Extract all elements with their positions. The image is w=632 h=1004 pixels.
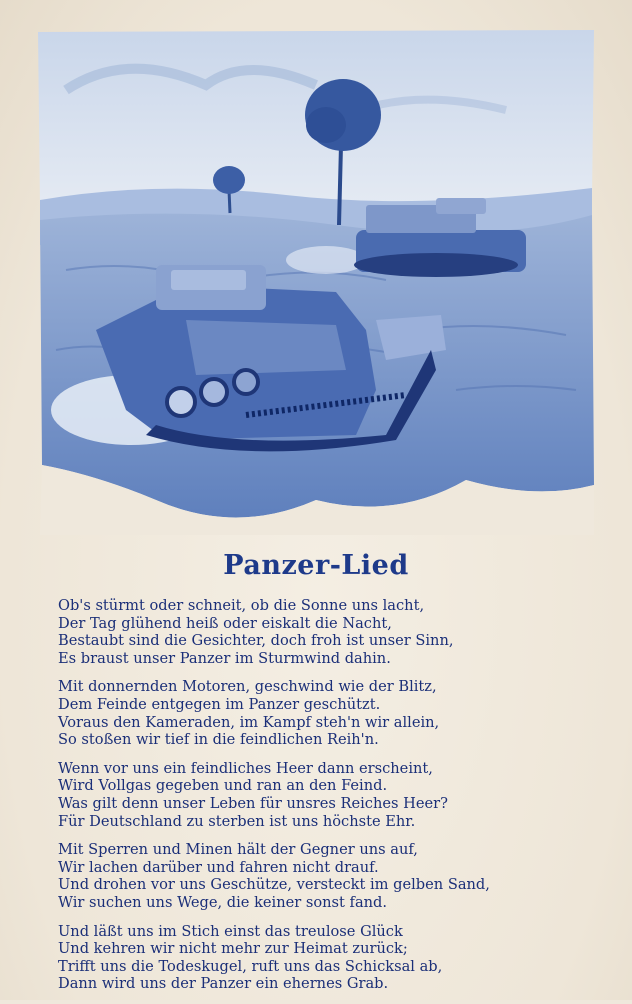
- poem-line: Mit donnernden Motoren, geschwind wie der Blitz,: [58, 678, 437, 696]
- poem-line: Dann wird uns der Panzer ein ehernes Grab.: [58, 975, 389, 993]
- tank-illustration: [36, 30, 596, 535]
- poem-line: Wird Vollgas gegeben und ran an den Feind.: [58, 777, 388, 795]
- poem-line: Bestaubt sind die Gesichter, doch froh ist unser Sinn,: [58, 632, 454, 650]
- poem-line: Für Deutschland zu sterben ist uns höchste Ehr.: [58, 812, 416, 830]
- poem-line: Mit Sperren und Minen hält der Gegner uns auf,: [58, 841, 418, 859]
- stanza-3: [58, 760, 598, 830]
- stanza-1: [58, 597, 598, 667]
- poem-line: Wir suchen uns Wege, die keiner sonst fand.: [58, 893, 388, 911]
- stanza-5: [58, 923, 598, 993]
- poem: [58, 597, 598, 1004]
- poem-line: So stoßen wir tief in die feindlichen Reih'n.: [58, 731, 379, 749]
- song-title: Panzer-Lied: [223, 550, 409, 581]
- stanza-2: [58, 678, 598, 748]
- poem-line: Und kehren wir nicht mehr zur Heimat zurück;: [58, 940, 408, 958]
- poem-line: Voraus den Kameraden, im Kampf steh'n wir allein,: [58, 713, 440, 731]
- poem-line: Und läßt uns im Stich einst das treulose Glück: [58, 922, 403, 940]
- poem-line: Wenn vor uns ein feindliches Heer dann erscheint,: [58, 759, 433, 777]
- poem-line: Und drohen vor uns Geschütze, versteckt im gelben Sand,: [58, 876, 490, 894]
- poem-line: Was gilt denn unser Leben für unsres Reiches Heer?: [58, 794, 448, 812]
- stanza-4: [58, 841, 598, 911]
- poem-line: Wir lachen darüber und fahren nicht drauf.: [58, 858, 379, 876]
- poem-line: Es braust unser Panzer im Sturmwind dahin.: [58, 649, 391, 667]
- poem-line: Dem Feinde entgegen im Panzer geschützt.: [58, 695, 381, 713]
- poem-line: Der Tag glühend heiß oder eiskalt die Nacht,: [58, 614, 392, 632]
- poem-line: Trifft uns die Todeskugel, ruft uns das Schicksal ab,: [58, 957, 443, 975]
- tank-illustration-icon: [36, 30, 596, 535]
- poem-line: Ob's stürmt oder schneit, ob die Sonne uns lacht,: [58, 597, 425, 614]
